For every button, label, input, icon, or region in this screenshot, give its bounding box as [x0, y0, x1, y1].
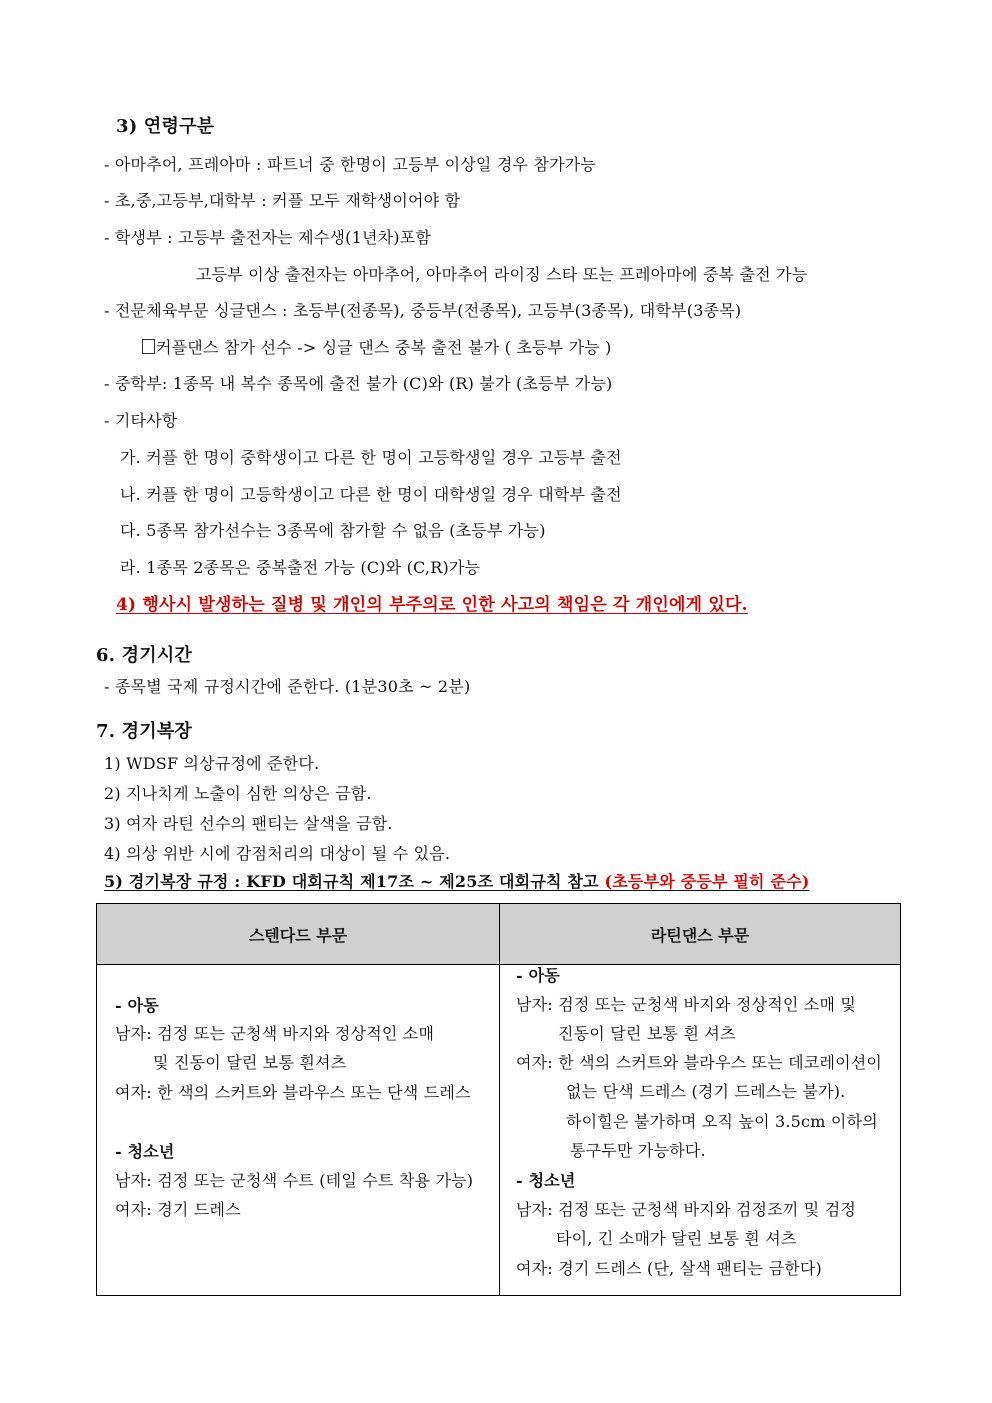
standard-youth-female: 여자: 경기 드레스	[115, 1200, 241, 1219]
age-line-7: - 중학부: 1종목 내 복수 종목에 출전 불가 (C)와 (R) 불가 (초등부 가능)	[104, 374, 613, 393]
age-line-4: 고등부 이상 출전자는 아마추어, 아마추어 라이징 스타 또는 프레아마에 중복 출전 가능	[196, 265, 808, 284]
latin-youth-male-2: 타이, 긴 소매가 달린 보통 흰 셔츠	[556, 1229, 797, 1248]
age-line-8: - 기타사항	[104, 411, 178, 430]
missing-glyph-icon	[142, 339, 155, 354]
latin-child-female-4: 통구두만 가능하다.	[570, 1141, 706, 1160]
latin-youth-female: 여자: 경기 드레스 (단, 살색 팬티는 금한다)	[516, 1259, 822, 1278]
dress-line-2: 2) 지나치게 노출이 심한 의상은 금함.	[104, 784, 372, 803]
age-line-9: 가. 커플 한 명이 중학생이고 다른 한 명이 고등학생일 경우 고등부 출전	[120, 448, 622, 467]
age-line-6: 커플댄스 참가 선수 -> 싱글 댄스 중복 출전 불가 ( 초등부 가능 )	[142, 337, 612, 359]
latin-youth-male-1: 남자: 검정 또는 군청색 바지와 검정조끼 및 검정	[516, 1200, 857, 1219]
dress-line-4: 4) 의상 위반 시에 감점처리의 대상이 될 수 있음.	[104, 844, 451, 863]
liability-notice: 4) 행사시 발생하는 질병 및 개인의 부주의로 인한 사고의 책임은 각 개인에게 있다.	[116, 595, 748, 615]
dress-rule: 5) 경기복장 규정 : KFD 대회규칙 제17조 ~ 제25조 대회규칙 참고 (초등부와 중등부 필히 준수)	[104, 872, 810, 891]
latin-child-female-3: 하이힐은 불가하며 오직 높이 3.5cm 이하의	[566, 1112, 878, 1131]
standard-child-head: - 아동	[115, 996, 159, 1015]
standard-child-female: 여자: 한 색의 스커트와 블라우스 또는 단색 드레스	[115, 1083, 471, 1102]
latin-child-male-1: 남자: 검정 또는 군청색 바지와 정상적인 소매 및	[516, 995, 857, 1014]
age-line-5: - 전문체육부문 싱글댄스 : 초등부(전종목), 중등부(전종목), 고등부(3종목), 대학부(3종목)	[104, 301, 742, 320]
age-line-2: - 초,중,고등부,대학부 : 커플 모두 재학생이어야 함	[104, 191, 461, 210]
latin-youth-head: - 청소년	[516, 1171, 576, 1190]
standard-youth-head: - 청소년	[115, 1142, 175, 1161]
latin-child-female-1: 여자: 한 색의 스커트와 블라우스 또는 데코레이션이	[516, 1053, 883, 1072]
standard-child-male-2: 및 진동이 달린 보통 흰셔츠	[153, 1053, 347, 1072]
dress-line-3: 3) 여자 라틴 선수의 팬티는 살색을 금함.	[104, 814, 393, 833]
time-heading: 6. 경기시간	[96, 645, 193, 666]
age-line-11: 다. 5종목 참가선수는 3종목에 참가할 수 없음 (초등부 가능)	[120, 521, 546, 540]
dress-code-table	[96, 903, 901, 1296]
standard-child-male-1: 남자: 검정 또는 군청색 바지와 정상적인 소매	[115, 1024, 435, 1043]
standard-youth-male: 남자: 검정 또는 군청색 수트 (테일 수트 착용 가능)	[115, 1171, 474, 1190]
dress-line-1: 1) WDSF 의상규정에 준한다.	[104, 754, 320, 773]
latin-child-male-2: 진동이 달린 보통 흰 셔츠	[558, 1024, 736, 1043]
age-line-12: 라. 1종목 2종목은 중복출전 가능 (C)와 (C,R)가능	[120, 558, 481, 577]
latin-cell	[500, 965, 901, 1296]
age-line-1: - 아마추어, 프레아마 : 파트너 중 한명이 고등부 이상일 경우 참가가능	[104, 155, 597, 174]
age-line-10: 나. 커플 한 명이 고등학생이고 다른 한 명이 대학생일 경우 대학부 출전	[120, 485, 622, 504]
standard-cell	[97, 965, 500, 1296]
col-header-standard: 스텐다드 부문	[97, 904, 500, 965]
latin-child-female-2: 없는 단색 드레스 (경기 드레스는 불가).	[566, 1082, 846, 1101]
age-heading: 3) 연령구분	[116, 116, 215, 137]
time-line: - 종목별 국제 규정시간에 준한다. (1분30초 ~ 2분)	[104, 677, 471, 696]
latin-child-head: - 아동	[516, 966, 560, 985]
age-line-3: - 학생부 : 고등부 출전자는 제수생(1년차)포함	[104, 228, 432, 247]
col-header-latin: 라틴댄스 부문	[500, 904, 901, 965]
dress-heading: 7. 경기복장	[96, 721, 193, 742]
